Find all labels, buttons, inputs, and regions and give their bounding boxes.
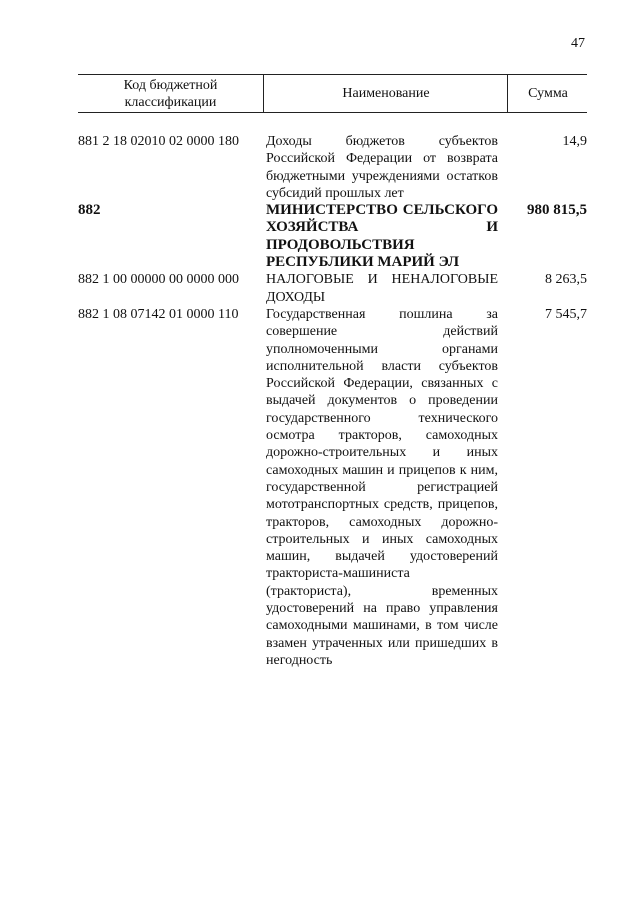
row-code: 882 1 00 00000 00 0000 000 [78,272,239,288]
row-name: МИНИСТЕРСТВО СЕЛЬСКОГО ХОЗЯЙСТВА И ПРОДОВОЛЬСТВИЯ РЕСПУБЛИКИ МАРИЙ ЭЛ [266,202,498,271]
table-row [78,271,587,306]
row-sum: 14,9 [562,134,587,149]
table-header [78,74,587,113]
header-name-column: Наименование [263,75,508,112]
table-row [78,202,587,271]
row-name: Государственная пошлина за совершение действий уполномоченными органами исполнительной власти субъектов Российской Федерации, связанных с выдачей документов о проведении государственного технического осмотра тракторов, самоходных дорожно-строительных и иных самоходных машин и прицепов к ним, государственной регистрацией мототранспортных средств, прицепов, тракторов, самоходных дорожно-строительных и иных самоходных машин, выдачей удостоверений тракториста-машиниста (тракториста), временных удостоверений на право управления самоходными машинами, в том числе взамен утраченных или пришедших в негодность [266,306,498,668]
row-code: 882 1 08 07142 01 0000 110 [78,306,239,322]
table-row [78,306,587,669]
row-sum: 7 545,7 [545,306,587,322]
row-code: 881 2 18 02010 02 0000 180 [78,134,239,149]
row-name: НАЛОГОВЫЕ И НЕНАЛОГОВЫЕ ДОХОДЫ [266,272,498,305]
row-code: 882 [78,202,101,219]
row-sum: 8 263,5 [545,272,587,288]
table-row [78,133,587,202]
row-sum: 980 815,5 [527,202,587,219]
table-body [78,133,587,669]
row-name: Доходы бюджетов субъектов Российской Федерации от возврата бюджетными учреждениями остатков субсидий прошлых лет [266,134,498,201]
header-code-column: Код бюджетной классификации [123,77,218,110]
page-number: 47 [571,36,585,51]
header-sum-column: Сумма [507,75,588,112]
